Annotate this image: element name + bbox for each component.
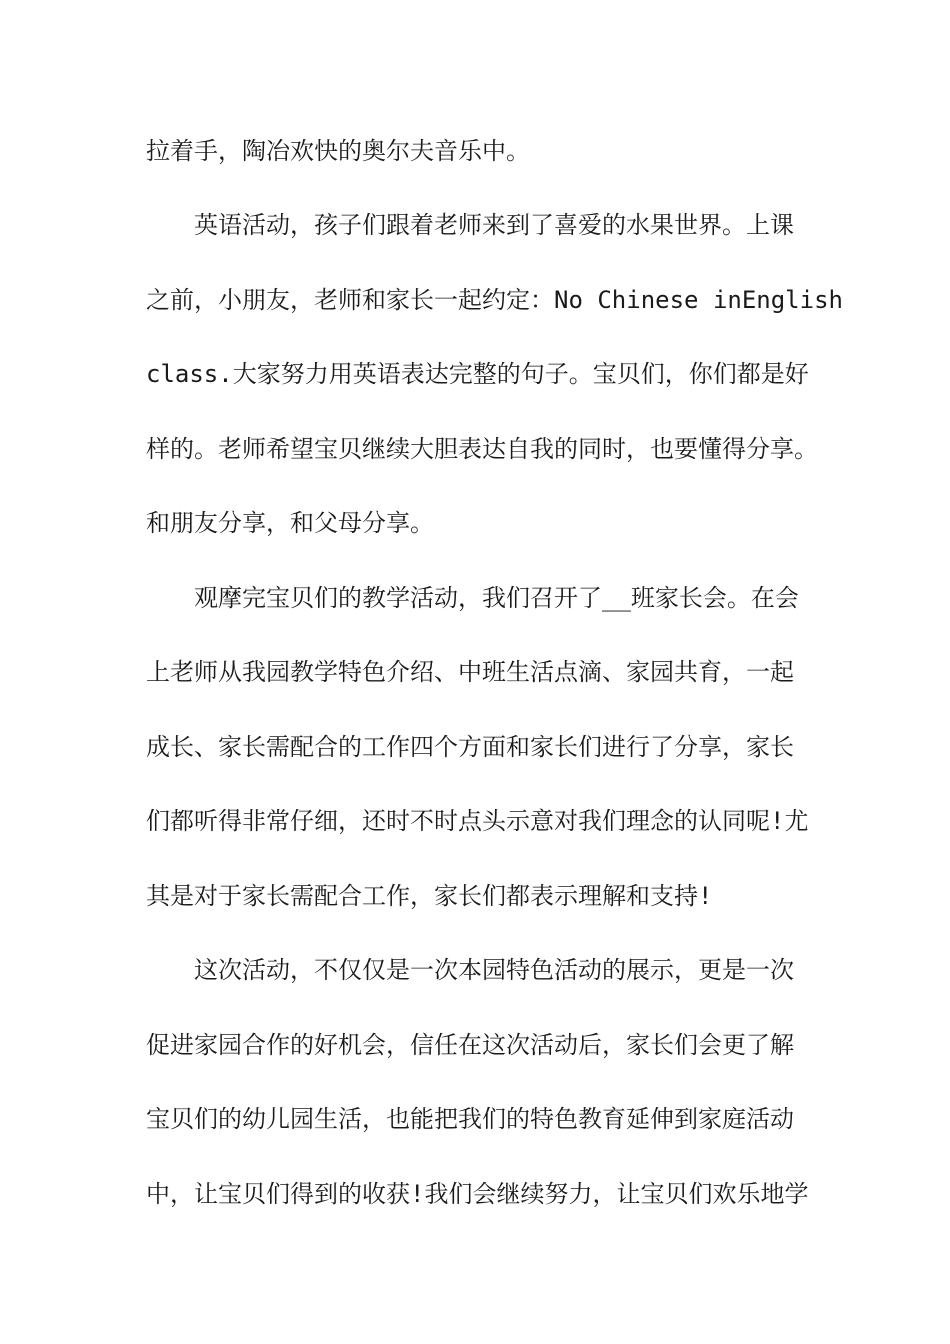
text-line: 和朋友分享，和父母分享。: [146, 509, 434, 537]
text-line: class.大家努力用英语表达完整的句子。宝贝们，你们都是好: [146, 360, 809, 388]
paragraph-first-line: 英语活动，孩子们跟着老师来到了喜爱的水果世界。上课: [194, 211, 794, 239]
paragraph-first-line: 这次活动，不仅仅是一次本园特色活动的展示，更是一次: [194, 956, 794, 984]
text-line: 中，让宝贝们得到的收获!我们会继续努力，让宝贝们欢乐地学: [146, 1180, 809, 1208]
text-line: 促进家园合作的好机会，信任在这次活动后，家长们会更了解: [146, 1031, 794, 1059]
text-line: 其是对于家长需配合工作，家长们都表示理解和支持!: [146, 882, 713, 910]
text-line: 成长、家长需配合的工作四个方面和家长们进行了分享，家长: [146, 733, 794, 761]
text-line: 宝贝们的幼儿园生活，也能把我们的特色教育延伸到家庭活动: [146, 1105, 794, 1133]
paragraph-first-line: 观摩完宝贝们的教学活动，我们召开了__班家长会。在会: [194, 584, 799, 612]
text-line: 拉着手，陶冶欢快的奥尔夫音乐中。: [146, 137, 530, 165]
text-line: 之前，小朋友，老师和家长一起约定：No Chinese inEnglish: [146, 286, 843, 314]
text-line: 样的。老师希望宝贝继续大胆表达自我的同时，也要懂得分享。: [146, 435, 818, 463]
text-line: 上老师从我园教学特色介绍、中班生活点滴、家园共育，一起: [146, 658, 794, 686]
text-line: 们都听得非常仔细，还时不时点头示意对我们理念的认同呢!尤: [146, 807, 809, 835]
